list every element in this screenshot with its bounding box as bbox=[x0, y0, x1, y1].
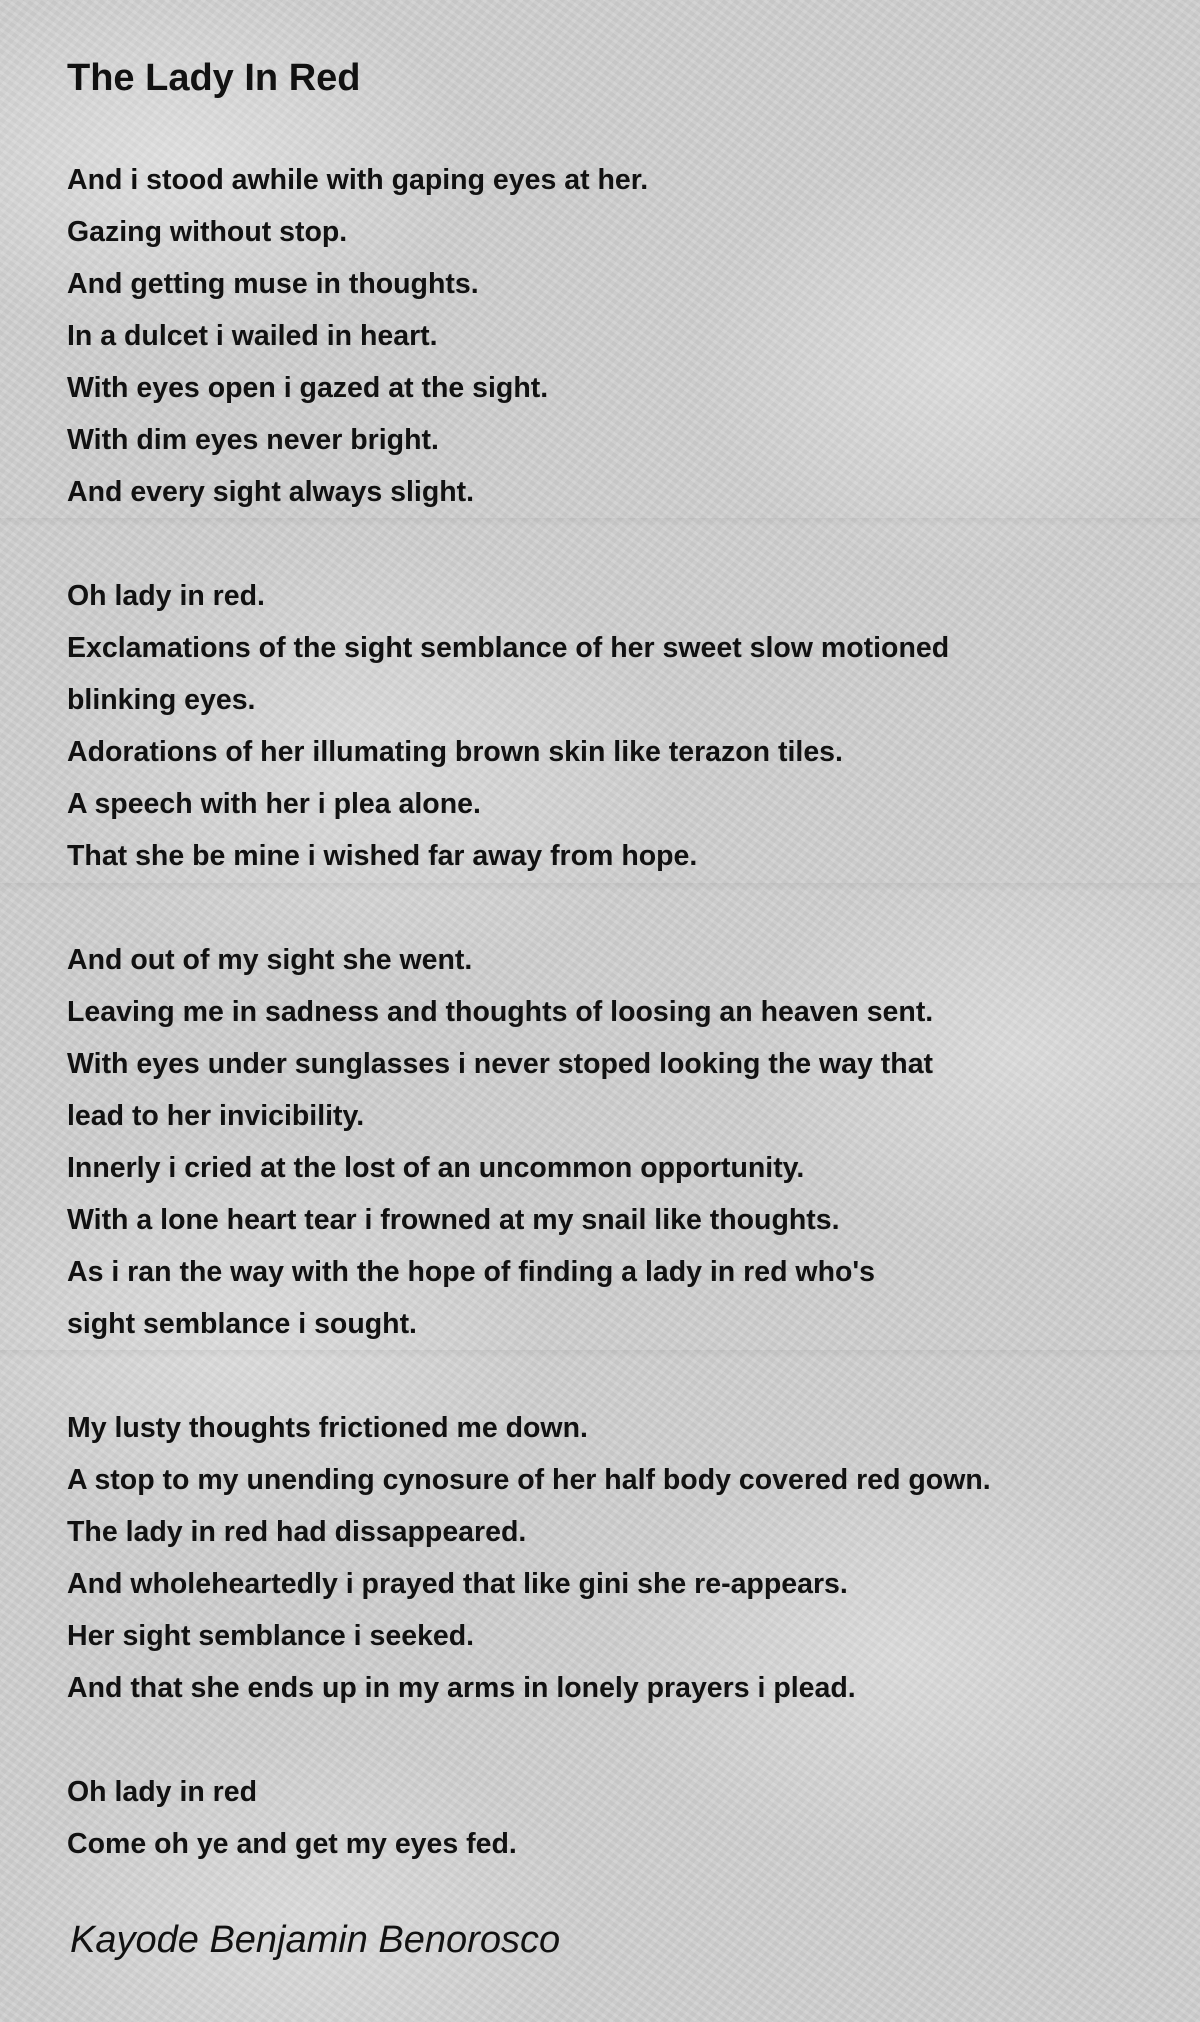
stanza bbox=[67, 1766, 1167, 1870]
poem-line: And getting muse in thoughts. bbox=[67, 268, 479, 300]
poem-line: In a dulcet i wailed in heart. bbox=[67, 320, 438, 352]
poem-line: Leaving me in sadness and thoughts of loosing an heaven sent. bbox=[67, 996, 934, 1028]
poem-line: With dim eyes never bright. bbox=[67, 424, 439, 456]
poem-line: With a lone heart tear i frowned at my snail like thoughts. bbox=[67, 1204, 840, 1236]
poem-title: The Lady In Red bbox=[67, 57, 361, 99]
poem-container bbox=[67, 52, 1167, 1922]
poem-body bbox=[67, 154, 1167, 1870]
poem-line: lead to her invicibility. bbox=[67, 1100, 365, 1132]
poem-line: As i ran the way with the hope of finding a lady in red who's bbox=[67, 1256, 876, 1288]
poem-line: And wholeheartedly i prayed that like gini she re-appears. bbox=[67, 1568, 848, 1600]
poem-line: Her sight semblance i seeked. bbox=[67, 1620, 475, 1652]
poem-line: Come oh ye and get my eyes fed. bbox=[67, 1828, 517, 1860]
stanza bbox=[67, 1402, 1167, 1714]
poem-line: And that she ends up in my arms in lonely prayers i plead. bbox=[67, 1672, 856, 1704]
stanza bbox=[67, 570, 1167, 882]
poem-line: A speech with her i plea alone. bbox=[67, 788, 481, 820]
poem-line: That she be mine i wished far away from hope. bbox=[67, 840, 698, 872]
poem-author: Kayode Benjamin Benorosco bbox=[70, 1919, 561, 1961]
poem-line: And every sight always slight. bbox=[67, 476, 475, 508]
poem-line: With eyes open i gazed at the sight. bbox=[67, 372, 549, 404]
poem-line: sight semblance i sought. bbox=[67, 1308, 417, 1340]
poem-line: Oh lady in red bbox=[67, 1776, 258, 1808]
poem-line: A stop to my unending cynosure of her half body covered red gown. bbox=[67, 1464, 991, 1496]
poem-line: And i stood awhile with gaping eyes at her. bbox=[67, 164, 649, 196]
poem-line: Exclamations of the sight semblance of her sweet slow motioned bbox=[67, 632, 950, 664]
poem-line: Adorations of her illumating brown skin like terazon tiles. bbox=[67, 736, 843, 768]
poem-line: Gazing without stop. bbox=[67, 216, 348, 248]
stanza bbox=[67, 934, 1167, 1350]
poem-line: My lusty thoughts frictioned me down. bbox=[67, 1412, 588, 1444]
poem-line: And out of my sight she went. bbox=[67, 944, 473, 976]
poem-line: With eyes under sunglasses i never stoped looking the way that bbox=[67, 1048, 934, 1080]
poem-line: Innerly i cried at the lost of an uncommon opportunity. bbox=[67, 1152, 805, 1184]
stanza bbox=[67, 154, 1167, 518]
poem-line: blinking eyes. bbox=[67, 684, 256, 716]
poem-line: Oh lady in red. bbox=[67, 580, 265, 612]
poem-line: The lady in red had dissappeared. bbox=[67, 1516, 527, 1548]
